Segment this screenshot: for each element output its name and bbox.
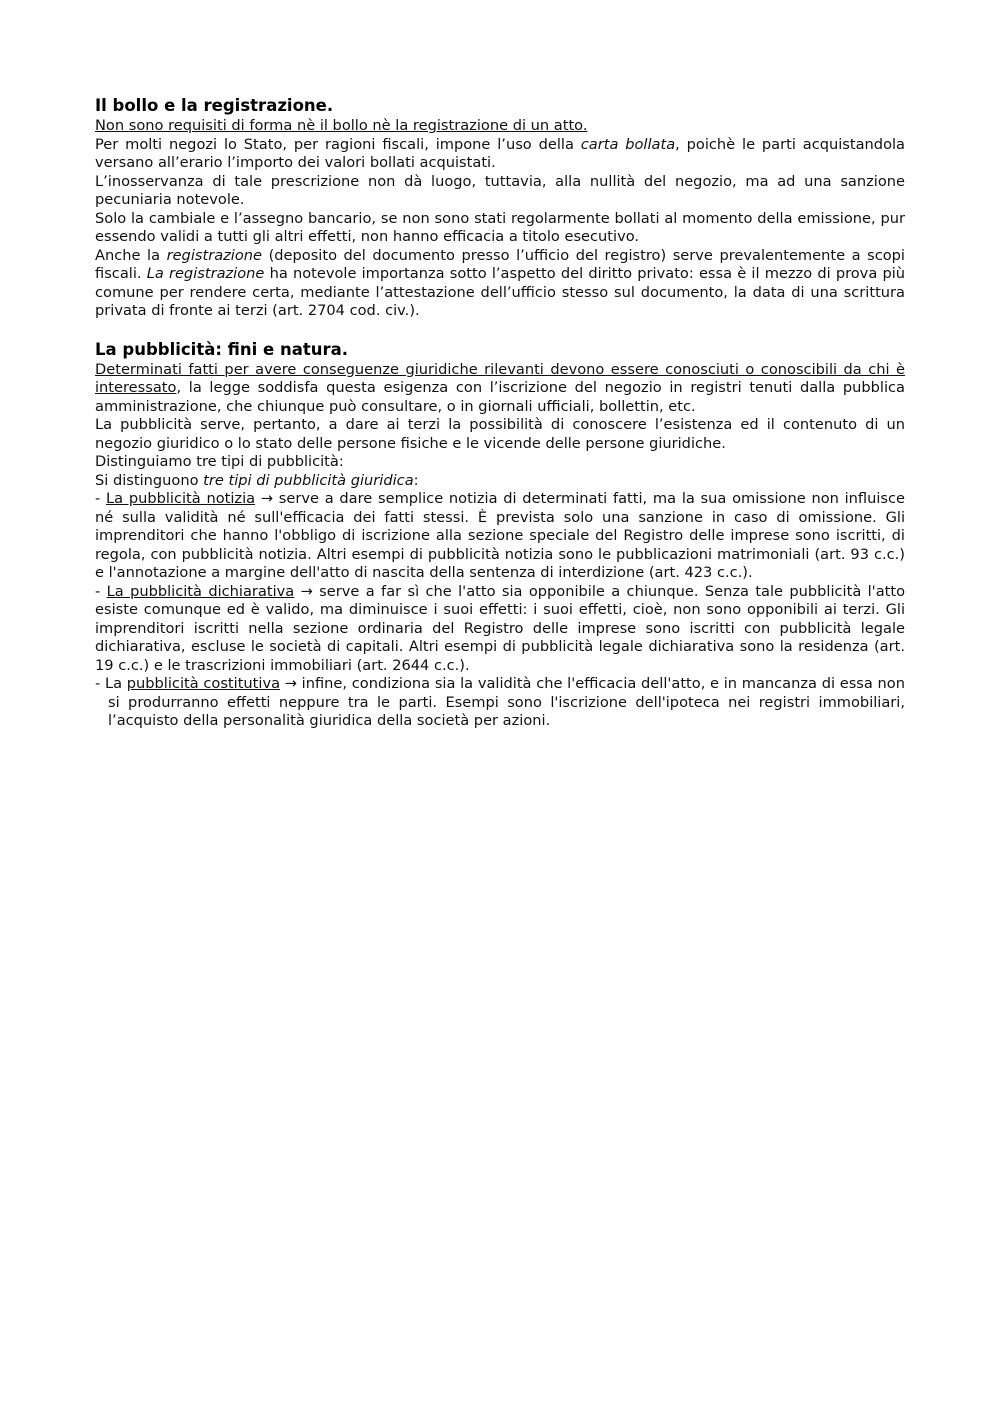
list-item-pubblicita-notizia (95, 490, 905, 583)
list-item-pubblicita-dichiarativa (95, 583, 905, 676)
text-span: , poichè le parti acquistandola versano all’erario l’importo dei valori bollati acquistati. (95, 135, 905, 171)
section2-paragraph-4 (95, 472, 905, 491)
section2-paragraph-3: Distinguiamo tre tipi di pubblicità: (95, 453, 344, 470)
item-prefix: - (95, 582, 107, 600)
italic-term: tre tipi di pubblicità giuridica (203, 471, 414, 489)
item-text: → infine, condiziona sia la validità che l'efficacia dell'atto, e in mancanza di essa non si produrranno effetti neppure tra le parti. Esempi sono l'iscrizione dell'ipoteca nei registri immobiliari, l’acquisto della personalità giuridica della società per azioni. (108, 675, 905, 729)
item-term: pubblicità costitutiva (126, 675, 281, 692)
section2-paragraph-2: La pubblicità serve, pertanto, a dare ai terzi la possibilità di conoscere l’esistenza ed il contenuto di un negozio giuridico o lo stato delle persone fisiche e le vicende delle persone giuridiche. (95, 416, 905, 452)
text-span: Si distinguono (95, 471, 204, 489)
underlined-text: Determinati fatti per avere conseguenze giuridiche rilevanti devono essere conosciuti o conoscibili da chi è interessato (95, 360, 905, 396)
document-page (95, 95, 905, 731)
italic-term: La registrazione (146, 265, 265, 282)
section1-paragraph-2: L’inosservanza di tale prescrizione non dà luogo, tuttavia, alla nullità del negozio, ma ad una sanzione pecuniaria notevole. (95, 172, 905, 208)
section1-lead (95, 117, 905, 136)
text-span: , la legge soddisfa questa esigenza con l’iscrizione del negozio in registri tenuti dalla pubblica amministrazione, che chiunque può consultare, o in giornali ufficiali, bollettin, etc. (95, 379, 905, 415)
section1-paragraph-3: Solo la cambiale e l’assegno bancario, se non sono stati regolarmente bollati al momento della emissione, pur essendo validi a tutti gli altri effetti, non hanno efficacia a titolo esecutivo. (95, 209, 905, 245)
section-title-pubblicita: La pubblicità: fini e natura. (95, 339, 349, 359)
item-term: La pubblicità dichiarativa (106, 582, 295, 600)
italic-term: carta bollata (580, 135, 676, 153)
text-span: Anche la (95, 246, 167, 264)
italic-term: registrazione (166, 246, 263, 264)
text-span: ha notevole importanza sotto l’aspetto del diritto privato: essa è il mezzo di prova più comune per rendere certa, mediante l’attestazione dell’ufficio stesso sul documento, la data di una scrittura privata di fronte ai terzi (art. 2704 cod. civ.). (95, 265, 906, 319)
item-prefix: - La (95, 675, 127, 692)
text-span: Per molti negozi lo Stato, per ragioni fiscali, impone l’uso della (95, 135, 581, 153)
section1-paragraph-4 (95, 247, 905, 321)
section-spacer (95, 321, 905, 339)
item-text: → serve a dare semplice notizia di determinati fatti, ma la sua omissione non influisce né sulla validità né sull'efficacia dei fatti stessi. È prevista solo una sanzione in caso di omissione. Gli imprenditori che hanno l'obbligo di iscrizione alla sezione speciale del Registro delle imprese sono iscritti, di regola, con pubblicità notizia. Altri esempi di pubblicità notizia sono le pubblicazioni matrimoniali (art. 93 c.c.) e l'annotazione a margine dell'atto di nascita della sentenza di interdizione (art. 423 c.c.). (95, 490, 906, 581)
item-prefix: - (95, 490, 107, 507)
text-span: (deposito del documento presso l’ufficio del registro) serve prevalentemente a scopi fiscali. (95, 246, 905, 282)
list-item-pubblicita-costitutiva (95, 675, 905, 731)
item-term: La pubblicità notizia (106, 490, 256, 507)
section2-paragraph-1 (95, 361, 905, 417)
item-text: → serve a far sì che l'atto sia opponibile a chiunque. Senza tale pubblicità l'atto esiste comunque ed è valido, ma diminuisce i suoi effetti: i suoi effetti, cioè, non sono opponibili ai terzi. Gli imprenditori iscritti nella sezione ordinaria del Registro delle imprese sono iscritti con pubblicità legale dichiarativa, escluse le società di capitali. Altri esempi di pubblicità legale dichiarativa sono la residenza (art. 19 c.c.) e le trascrizioni immobiliari (art. 2644 c.c.). (95, 582, 906, 674)
text-span: : (413, 471, 419, 489)
lead-underlined: Non sono requisiti di forma nè il bollo nè la registrazione di un atto. (95, 117, 588, 134)
section-title-bollo: Il bollo e la registrazione. (95, 96, 334, 115)
section1-paragraph-1 (95, 136, 905, 173)
